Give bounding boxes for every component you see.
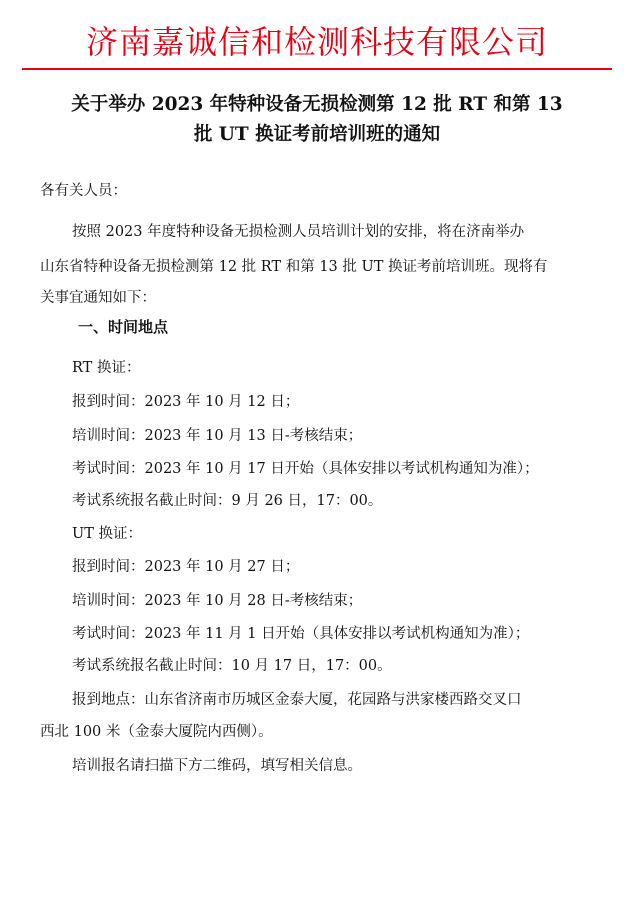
rt-registration-deadline: 考试系统报名截止时间：9 月 26 日，17：00。 bbox=[72, 493, 383, 509]
ut-training-time: 培训时间：2023 年 10 月 28 日-考核结束； bbox=[72, 593, 363, 609]
title-line-2: 批 UT 换证考前培训班的通知 bbox=[193, 124, 441, 145]
section-heading-time-location: 一、时间地点 bbox=[78, 318, 169, 336]
intro-line-2: 山东省特种设备无损检测第 12 批 RT 和第 13 批 UT 换证考前培训班。现将有 bbox=[40, 259, 548, 275]
company-letterhead: 济南嘉诚信和检测科技有限公司 bbox=[85, 23, 548, 61]
rt-label: RT 换证： bbox=[72, 360, 141, 376]
intro-line-3: 关事宜通知如下： bbox=[40, 290, 156, 306]
rt-report-time: 报到时间：2023 年 10 月 12 日； bbox=[72, 394, 300, 410]
registration-note: 培训报名请扫描下方二维码，填写相关信息。 bbox=[72, 758, 362, 774]
notice-title bbox=[24, 90, 610, 150]
letterhead-divider bbox=[22, 68, 612, 70]
ut-registration-deadline: 考试系统报名截止时间：10 月 17 日，17：00。 bbox=[72, 658, 392, 674]
rt-training-time: 培训时间：2023 年 10 月 13 日-考核结束； bbox=[72, 428, 363, 444]
ut-label: UT 换证： bbox=[72, 526, 143, 542]
report-location-line-1: 报到地点：山东省济南市历城区金泰大厦，花园路与洪家楼西路交叉口 bbox=[72, 692, 522, 708]
ut-exam-time: 考试时间：2023 年 11 月 1 日开始（具体安排以考试机构通知为准）； bbox=[72, 626, 530, 642]
title-line-1: 关于举办 2023 年特种设备无损检测第 12 批 RT 和第 13 bbox=[71, 94, 563, 115]
salutation: 各有关人员： bbox=[40, 183, 127, 199]
intro-line-1: 按照 2023 年度特种设备无损检测人员培训计划的安排，将在济南举办 bbox=[72, 224, 525, 240]
report-location-line-2: 西北 100 米（金泰大厦院内西侧）。 bbox=[40, 724, 273, 740]
rt-exam-time: 考试时间：2023 年 10 月 17 日开始（具体安排以考试机构通知为准）； bbox=[72, 461, 539, 477]
ut-report-time: 报到时间：2023 年 10 月 27 日； bbox=[72, 559, 300, 575]
